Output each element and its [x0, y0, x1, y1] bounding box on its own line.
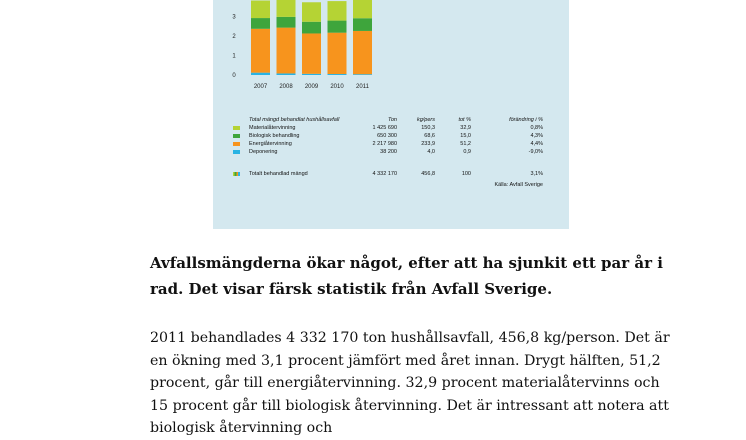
row-ton: 38 200 — [380, 149, 397, 155]
x-tick-label: 2009 — [304, 84, 319, 90]
y-tick-label: 0 — [232, 73, 236, 79]
row-pct: 32,9 — [460, 125, 471, 131]
bar-segment-2008-material-tervinning — [277, 0, 296, 17]
bar-segment-2011-energi-tervinning — [353, 31, 372, 74]
bar-segment-2009-biologisk-behandling — [302, 22, 321, 34]
bar-segment-2007-material-tervinning — [251, 1, 270, 19]
bar-segment-2009-energi-tervinning — [302, 33, 321, 73]
row-kg: 4,0 — [427, 149, 435, 155]
row-ton: 650 300 — [377, 133, 397, 139]
header-ton: Ton — [388, 117, 397, 123]
bar-segment-2009-material-tervinning — [302, 2, 321, 22]
x-tick-label: 2010 — [330, 84, 344, 90]
legend-swatch-biologisk — [233, 134, 240, 138]
row-change: 4,3% — [530, 133, 543, 139]
table-row — [233, 140, 547, 148]
legend-swatch-materialatervinning — [233, 126, 240, 130]
y-tick-label: 3 — [232, 14, 236, 21]
header-pct: tot % — [458, 117, 471, 123]
bar-segment-2008-biologisk-behandling — [277, 17, 296, 28]
bar-segment-2010-biologisk-behandling — [328, 21, 347, 33]
table-row — [233, 148, 547, 156]
total-kg: 456,8 — [421, 171, 435, 177]
bar-segment-2010-deponering — [328, 74, 347, 75]
statistics-table — [233, 116, 547, 188]
x-tick-label: 2011 — [356, 84, 369, 90]
legend-swatch-total — [233, 172, 240, 176]
row-ton: 2 217 980 — [372, 141, 397, 147]
x-tick-label: 2007 — [253, 84, 268, 90]
row-pct: 0,9 — [463, 149, 471, 155]
y-tick-label: 1 — [232, 53, 236, 60]
bar-segment-2009-deponering — [302, 74, 321, 75]
row-label: Biologisk behandling — [249, 133, 300, 139]
row-kg: 68,6 — [424, 133, 435, 139]
bar-segment-2007-energi-tervinning — [251, 29, 270, 73]
bar-segment-2011-biologisk-behandling — [353, 18, 372, 31]
total-change: 3,1% — [530, 171, 543, 177]
row-change: 4,4% — [530, 141, 543, 147]
table-total-row — [233, 170, 547, 178]
total-label: Totalt behandlad mängd — [249, 171, 308, 177]
row-pct: 15,0 — [460, 133, 471, 139]
bar-segment-2008-deponering — [277, 73, 296, 75]
header-change: förändring i % — [509, 117, 543, 123]
bar-segment-2010-material-tervinning — [328, 1, 347, 21]
bar-segment-2011-deponering — [353, 74, 372, 75]
source-note: Källa: Avfall Sverige — [494, 182, 543, 188]
legend-swatch-energiatervinning — [233, 142, 240, 146]
row-label: Materialåtervinning — [249, 125, 296, 131]
stacked-bar-chart — [213, 0, 569, 100]
bar-segment-2010-energi-tervinning — [328, 33, 347, 74]
row-kg: 233,9 — [421, 141, 435, 147]
total-pct: 100 — [461, 171, 471, 177]
table-header — [233, 116, 547, 124]
header-label: Total mängd behandlat hushållsavfall — [249, 117, 340, 123]
x-tick-label: 2008 — [279, 84, 293, 90]
table-row — [233, 132, 547, 140]
row-label: Deponering — [249, 149, 278, 155]
total-ton: 4 332 170 — [372, 171, 397, 177]
row-ton: 1 425 690 — [372, 125, 397, 131]
y-tick-label — [232, 0, 236, 1]
bar-segment-2008-energi-tervinning — [277, 28, 296, 74]
bar-segment-2011-material-tervinning — [353, 0, 372, 18]
row-kg: 150,3 — [421, 125, 435, 131]
row-pct: 51,2 — [460, 141, 471, 147]
article-body: 2011 behandlades 4 332 170 ton hushållsavfall, 456,8 kg/person. Det är en ökning med 3,1 procent jämfört med året innan. Drygt hälften, 51,2 procent, går till energiåtervinning. 32,9 procent materialåtervinns och 15 procent går till biologisk återvinning. Det är intressant att notera att biologisk återvinning och — [150, 330, 670, 436]
row-change: -9,0% — [528, 149, 543, 155]
row-label: Energiåtervinning — [249, 141, 292, 147]
statistics-figure — [213, 0, 569, 229]
y-tick-label: 2 — [232, 34, 236, 40]
article-lead: Avfallsmängderna ökar något, efter att ha sjunkit ett par år i rad. Det visar färsk statistik från Avfall Sverige. — [150, 254, 663, 298]
bar-segment-2007-deponering — [251, 73, 270, 75]
row-change: 0,8% — [530, 125, 543, 131]
bar-segment-2007-biologisk-behandling — [251, 18, 270, 29]
table-spacer — [233, 156, 547, 170]
header-kg: kg/pers — [416, 117, 435, 123]
legend-swatch-deponering — [233, 150, 240, 154]
table-row — [233, 124, 547, 132]
